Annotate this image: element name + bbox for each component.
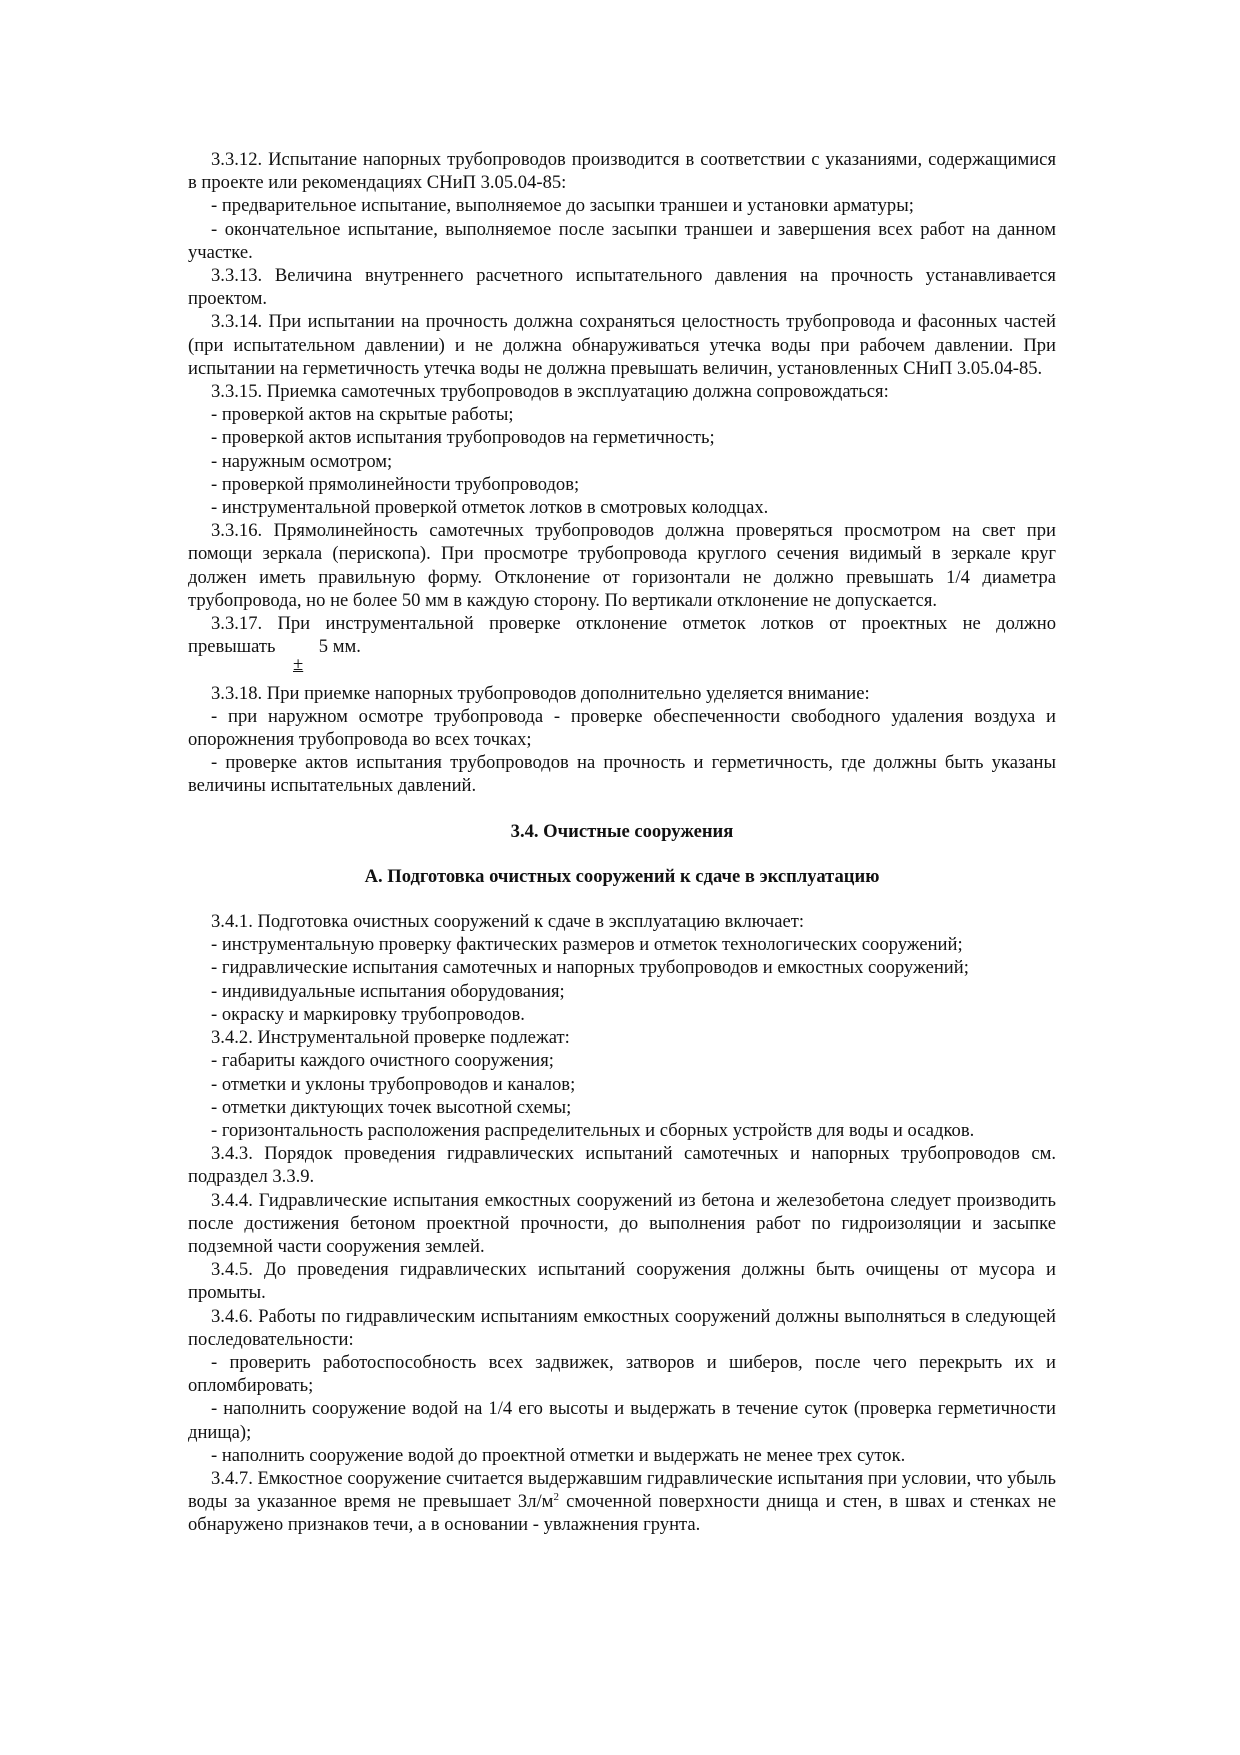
list-item: - окраску и маркировку трубопроводов.: [211, 1003, 525, 1025]
list-item: - отметки диктующих точек высотной схемы;: [211, 1096, 572, 1118]
list-item: - гидравлические испытания самотечных и напорных трубопроводов и емкостных сооружений;: [211, 957, 969, 979]
list-item: - наполнить сооружение водой до проектной отметки и выдержать не менее трех суток.: [211, 1444, 906, 1466]
list-item: - при наружном осмотре трубопровода - проверке обеспеченности свободного удаления воздуха и опорожнения трубопровода во всех точках;: [188, 705, 1056, 751]
list-item: - проверкой актов на скрытые работы;: [211, 404, 514, 426]
superscript: 2: [553, 1491, 559, 1504]
paragraph: 3.4.3. Порядок проведения гидравлических испытаний самотечных и напорных трубопроводов см. подраздел 3.3.9.: [188, 1143, 1056, 1188]
list-item: - проверкой прямолинейности трубопроводов;: [211, 473, 580, 495]
document-page: [188, 148, 1056, 1537]
paragraph-line: 3.3.17. При инструментальной проверке отклонение отметок лотков от проектных не должно: [211, 613, 1056, 635]
paragraph: 3.4.2. Инструментальной проверке подлежат:: [211, 1027, 570, 1049]
list-item: - инструментальной проверкой отметок лотков в смотровых колодцах.: [211, 497, 769, 519]
paragraph: 3.3.13. Величина внутреннего расчетного испытательного давления на прочность устанавливается проектом.: [188, 265, 1056, 310]
paragraph: 3.4.5. До проведения гидравлических испытаний сооружения должны быть очищены от мусора и промыты.: [188, 1259, 1056, 1304]
paragraph-text: смоченной поверхности днища и стен, в швах и стенках не обнаружено признаков течи, а в основании - увлажнения грунта.: [188, 1491, 1056, 1536]
list-item: - габариты каждого очистного сооружения;: [211, 1050, 554, 1072]
paragraph: 3.4.6. Работы по гидравлическим испытаниям емкостных сооружений должны выполняться в следующей последовательности:: [188, 1305, 1056, 1350]
list-item: - проверить работоспособность всех задвижек, затворов и шиберов, после чего перекрыть их и опломбировать;: [188, 1351, 1056, 1397]
plus-minus-sign: ±: [293, 654, 304, 676]
paragraph-line-with-tolerance: [188, 635, 1056, 681]
paragraph: 3.4.4. Гидравлические испытания емкостных сооружений из бетона и железобетона следует производить после достижения бетоном проектной прочности, до выполнения работ по гидроизоляции и засыпке подземной части сооружения землей.: [188, 1189, 1056, 1257]
paragraph: 3.4.1. Подготовка очистных сооружений к сдаче в эксплуатацию включает:: [211, 911, 805, 933]
list-item: - окончательное испытание, выполняемое после засыпки траншеи и завершения всех работ на данном участке.: [188, 218, 1056, 263]
paragraph: 3.3.15. Приемка самотечных трубопроводов в эксплуатацию должна сопровождаться:: [211, 381, 889, 403]
list-item: - предварительное испытание, выполняемое до засыпки траншеи и установки арматуры;: [211, 195, 914, 217]
paragraph-3-4-7: [188, 1467, 1056, 1537]
paragraph: 3.3.12. Испытание напорных трубопроводов производится в соответствии с указаниями, содержащимися в проекте или рекомендациях СНиП 3.05.04-85:: [188, 149, 1056, 194]
paragraph: 3.3.14. При испытании на прочность должна сохраняться целостность трубопровода и фасонных частей (при испытательном давлении) и не должна обнаруживаться утечка воды при рабочем давлении. При испытании на герметичность утечка воды не должна превышать величин, установленных СНиП 3.05.04-85.: [188, 311, 1056, 379]
list-item: - проверкой актов испытания трубопроводов на герметичность;: [211, 427, 715, 449]
paragraph: 3.3.18. При приемке напорных трубопроводов дополнительно уделяется внимание:: [211, 682, 870, 704]
list-item: - проверке актов испытания трубопроводов на прочность и герметичность, где должны быть указаны величины испытательных давлений.: [188, 752, 1056, 797]
list-item: - индивидуальные испытания оборудования;: [211, 980, 565, 1002]
paragraph: 3.3.16. Прямолинейность самотечных трубопроводов должна проверяться просмотром на свет при помощи зеркала (перископа). При просмотре трубопровода круглого сечения видимый в зеркале круг должен иметь правильную форму. Отклонение от горизонтали не должно превышать 1/4 диаметра трубопровода, но не более 50 мм в каждую сторону. По вертикали отклонение не допускается.: [188, 520, 1056, 611]
list-item: - наполнить сооружение водой на 1/4 его высоты и выдержать в течение суток (проверка герметичности днища);: [188, 1398, 1056, 1443]
list-item: - наружным осмотром;: [211, 450, 393, 472]
paragraph-text: 3.4.7. Емкостное сооружение считается выдержавшим гидравлические испытания при условии, что убыль воды за указанное время не превышает 3л/м: [188, 1467, 1056, 1513]
tolerance-value: 5 мм.: [318, 636, 361, 658]
subsection-heading: А. Подготовка очистных сооружений к сдаче в эксплуатацию: [364, 865, 880, 887]
tolerance-label: превышать: [188, 636, 276, 658]
section-heading: 3.4. Очистные сооружения: [510, 820, 734, 842]
list-item: - горизонтальность расположения распределительных и сборных устройств для воды и осадков.: [211, 1119, 975, 1141]
list-item: - отметки и уклоны трубопроводов и каналов;: [211, 1073, 576, 1095]
list-item: - инструментальную проверку фактических размеров и отметок технологических сооружений;: [211, 934, 963, 956]
paragraph-3-3-17: [188, 612, 1056, 682]
